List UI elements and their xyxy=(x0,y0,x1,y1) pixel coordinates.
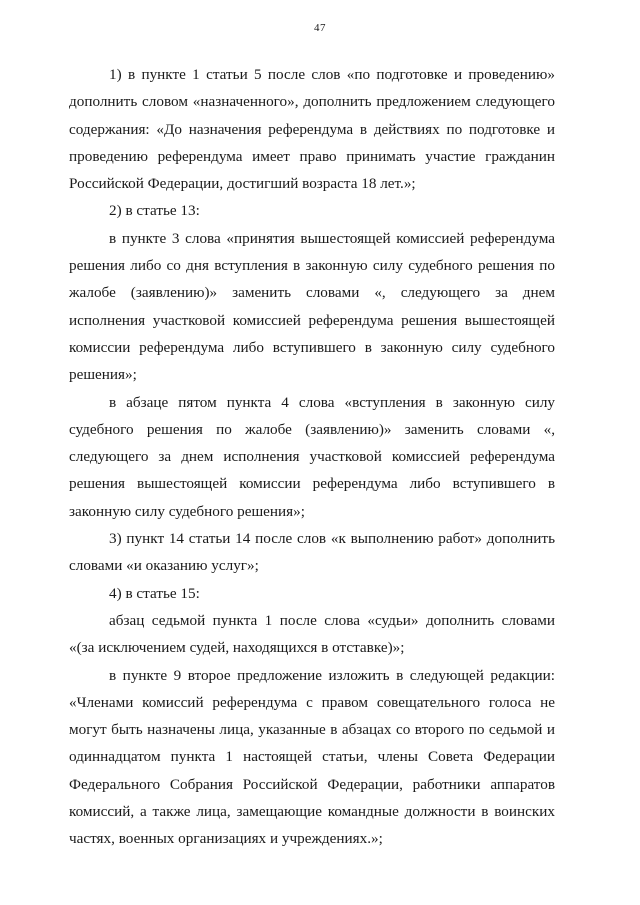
paragraph-article-15-point-1: абзац седьмой пункта 1 после слова «судьи» дополнить словами «(за исключением судей, находящихся в отставке)»; xyxy=(69,611,555,657)
paragraph-article-13-point-3: в пункте 3 слова «принятия вышестоящей комиссией референдума решения либо со дня вступления в законную силу судебного решения по жалобе (заявлению)» заменить словами «, следующего за днем исполнения участковой комиссией референдума решения вышестоящей комиссии референдума либо вступившего в законную силу судебного решения»; xyxy=(69,229,555,384)
document-body xyxy=(69,61,555,853)
paragraph-article-13-heading: 2) в статье 13: xyxy=(109,202,200,220)
page-number: 47 xyxy=(314,22,326,34)
paragraph-article-15-point-9: в пункте 9 второе предложение изложить в следующей редакции: «Членами комиссий референдума с правом совещательного голоса не могут быть назначены лица, указанные в абзацах со второго по седьмой и одиннадцатом пункта 1 настоящей статьи, члены Совета Федерации Федерального Собрания Российской Федерации, работники аппаратов комиссий, а также лица, замещающие командные должности в воинских частях, военных организациях и учреждениях.»; xyxy=(69,666,555,848)
paragraph-article-13-point-4: в абзаце пятом пункта 4 слова «вступления в законную силу судебного решения по жалобе (заявлению)» заменить словами «, следующего за днем исполнения участковой комиссией референдума решения вышестоящей комиссии референдума либо вступившего в законную силу судебного решения»; xyxy=(69,393,555,520)
paragraph-article-14-point-14: 3) пункт 14 статьи 14 после слов «к выполнению работ» дополнить словами «и оказанию услуг»; xyxy=(69,530,555,575)
paragraph-amend-article-5: 1) в пункте 1 статьи 5 после слов «по подготовке и проведению» дополнить словом «назначенного», дополнить предложением следующего содержания: «До назначения референдума в действиях по подготовке и проведению референдума имеет право принимать участие гражданин Российской Федерации, достигший возраста 18 лет.»; xyxy=(69,66,555,193)
paragraph-article-15-heading: 4) в статье 15: xyxy=(109,584,200,602)
